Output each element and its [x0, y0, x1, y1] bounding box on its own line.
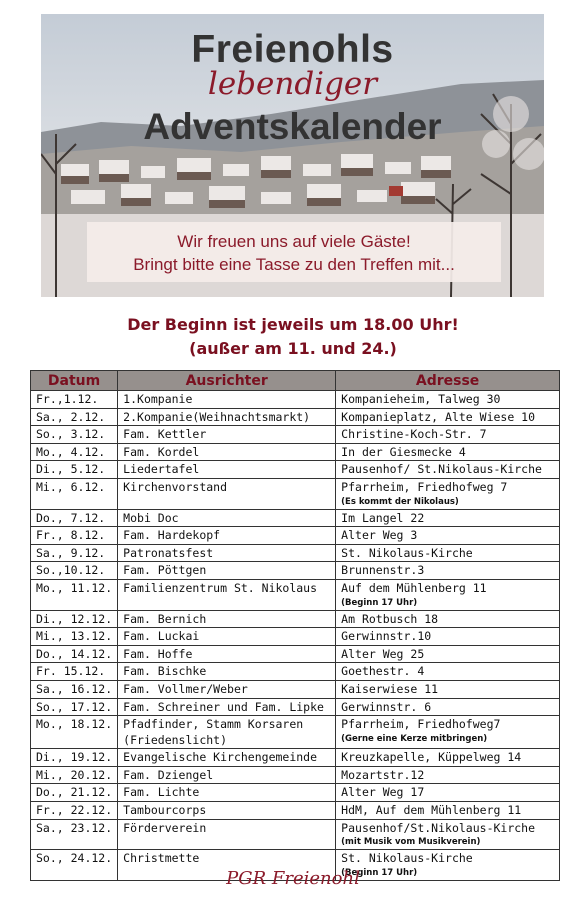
host-name: 1.Kompanie	[123, 392, 193, 406]
date-cell: Mo., 18.12.	[31, 716, 118, 749]
table-row	[31, 628, 560, 646]
table-row	[31, 408, 560, 426]
table-row	[31, 766, 560, 784]
address-cell	[336, 509, 560, 527]
address-text: Im Langel 22	[341, 510, 425, 525]
address-cell	[336, 579, 560, 610]
host-name: Fam. Pöttgen	[123, 563, 207, 578]
address-text: St. Nikolaus-Kirche	[341, 851, 473, 866]
address-cell	[336, 391, 560, 409]
address-cell	[336, 426, 560, 444]
host-name: Fam. Bischke	[123, 664, 207, 679]
table-row	[31, 784, 560, 802]
address-cell	[336, 544, 560, 562]
date-cell: Mi., 20.12.	[31, 766, 118, 784]
table-row	[31, 749, 560, 767]
message-box	[87, 222, 501, 282]
host-cell	[118, 749, 336, 767]
address-note: (Gerne eine Kerze mitbringen)	[341, 733, 488, 744]
host-name: Mobi Doc	[123, 510, 179, 525]
intro-line-1: Der Beginn ist jeweils um 18.00 Uhr!	[127, 315, 459, 334]
address-text: Christine-Koch-Str. 7	[341, 427, 487, 442]
host-name: Förderverein	[123, 820, 207, 835]
address-text: Am Rotbusch 18	[341, 611, 439, 626]
host-cell	[118, 819, 336, 850]
host-name: 2.Kompanie(Weihnachtsmarkt)	[123, 409, 311, 424]
date-cell: Do., 7.12.	[31, 509, 118, 527]
date-cell: Di., 5.12.	[31, 461, 118, 479]
host-cell	[118, 784, 336, 802]
host-name: Liedertafel	[123, 462, 200, 477]
address-cell	[336, 802, 560, 820]
address-cell	[336, 698, 560, 716]
address-text: Pausenhof/St.Nikolaus-Kirche	[341, 820, 536, 835]
host-name: Christmette	[123, 851, 200, 866]
column-header-date: Datum	[31, 371, 118, 391]
address-text: Kreuzkapelle, Küppelweg 14	[341, 750, 522, 765]
date-cell: So., 3.12.	[31, 426, 118, 444]
date-cell: So.,10.12.	[31, 562, 118, 580]
host-name: Fam. Hardekopf	[123, 528, 221, 543]
table-row	[31, 391, 560, 409]
header-banner	[41, 14, 544, 297]
table-row	[31, 819, 560, 850]
address-text: In der Giesmecke 4	[341, 444, 466, 459]
table-row	[31, 680, 560, 698]
host-cell	[118, 663, 336, 681]
host-cell	[118, 579, 336, 610]
title-line-3: Adventskalender	[143, 106, 442, 147]
host-cell	[118, 698, 336, 716]
host-name: Kirchenvorstand	[123, 479, 228, 494]
table-row	[31, 426, 560, 444]
address-text: Kaiserwiese 11	[341, 681, 439, 696]
intro-line-2: (außer am 11. und 24.)	[189, 339, 397, 358]
table-header-row	[31, 371, 560, 391]
table-row	[31, 645, 560, 663]
schedule-table	[30, 370, 560, 881]
host-cell	[118, 461, 336, 479]
table-row	[31, 527, 560, 545]
address-cell	[336, 766, 560, 784]
host-cell	[118, 426, 336, 444]
address-text: Brunnenstr.3	[341, 563, 425, 578]
address-cell	[336, 680, 560, 698]
host-cell	[118, 562, 336, 580]
host-cell	[118, 509, 336, 527]
address-note: (mit Musik vom Musikverein)	[341, 837, 481, 848]
address-text: Pausenhof/ St.Nikolaus-Kirche	[341, 462, 542, 477]
address-text: Auf dem Mühlenberg 11	[341, 580, 487, 595]
address-cell	[336, 610, 560, 628]
column-header-address: Adresse	[336, 371, 560, 391]
address-cell	[336, 663, 560, 681]
host-name: Familienzentrum St. Nikolaus	[123, 580, 318, 595]
address-text: Pfarrheim, Friedhofweg7	[341, 717, 501, 732]
date-cell: Fr., 22.12.	[31, 802, 118, 820]
address-text: Alter Weg 25	[341, 646, 425, 661]
table-row	[31, 698, 560, 716]
date-cell: Mi., 13.12.	[31, 628, 118, 646]
host-cell	[118, 628, 336, 646]
address-text: Alter Weg 3	[341, 528, 418, 543]
title-line-1: Freienohls	[191, 28, 394, 71]
date-cell: So., 17.12.	[31, 698, 118, 716]
host-cell	[118, 716, 336, 749]
date-cell: So., 24.12.	[31, 850, 118, 881]
address-note: (Beginn 17 Uhr)	[341, 597, 418, 608]
table-row	[31, 716, 560, 749]
date-cell: Fr.,1.12.	[31, 391, 118, 409]
table-row	[31, 562, 560, 580]
footer-signature: PGR Freienohl	[226, 868, 360, 889]
host-cell	[118, 443, 336, 461]
address-text: Goethestr. 4	[341, 664, 425, 679]
host-name: Evangelische Kirchengemeinde	[123, 750, 318, 765]
date-cell: Fr. 15.12.	[31, 663, 118, 681]
table-row	[31, 610, 560, 628]
table-row	[31, 478, 560, 509]
address-text: Mozartstr.12	[341, 767, 425, 782]
host-cell	[118, 391, 336, 409]
host-cell	[118, 680, 336, 698]
host-name: Fam. Lichte	[123, 785, 200, 800]
address-text: Gerwinnstr.10	[341, 629, 432, 644]
date-cell: Sa., 16.12.	[31, 680, 118, 698]
table-row	[31, 802, 560, 820]
host-name: Fam. Bernich	[123, 611, 207, 626]
address-text: Alter Weg 17	[341, 785, 425, 800]
host-cell	[118, 478, 336, 509]
address-cell	[336, 749, 560, 767]
date-cell: Mo., 11.12.	[31, 579, 118, 610]
address-cell	[336, 716, 560, 749]
address-cell	[336, 562, 560, 580]
host-name: Fam. Kordel	[123, 444, 200, 459]
address-text: Pfarrheim, Friedhofweg 7	[341, 479, 508, 494]
date-cell: Di., 12.12.	[31, 610, 118, 628]
message-line-1: Wir freuen uns auf viele Gäste!	[177, 232, 411, 251]
host-name: Fam. Kettler	[123, 427, 207, 442]
date-cell: Do., 21.12.	[31, 784, 118, 802]
address-text: Kompanieplatz, Alte Wiese 10	[341, 409, 536, 424]
address-text: HdM, Auf dem Mühlenberg 11	[341, 803, 522, 818]
host-name: Pfadfinder, Stamm Korsaren	[123, 717, 304, 732]
host-name: Fam. Vollmer/Weber	[123, 681, 248, 696]
table-row	[31, 461, 560, 479]
address-cell	[336, 784, 560, 802]
host-cell	[118, 610, 336, 628]
address-cell	[336, 478, 560, 509]
address-note: (Beginn 17 Uhr)	[341, 867, 418, 878]
host-cell	[118, 527, 336, 545]
schedule-body	[31, 391, 560, 881]
host-cell	[118, 544, 336, 562]
title-line-2: lebendiger	[207, 66, 378, 102]
table-row	[31, 544, 560, 562]
date-cell: Mi., 6.12.	[31, 478, 118, 509]
host-name: Fam. Luckai	[123, 629, 200, 644]
date-cell: Fr., 8.12.	[31, 527, 118, 545]
address-cell	[336, 645, 560, 663]
host-name: Fam. Hoffe	[123, 646, 193, 661]
date-cell: Do., 14.12.	[31, 645, 118, 663]
host-name: Fam. Dziengel	[123, 767, 214, 782]
host-cell	[118, 408, 336, 426]
host-cell	[118, 766, 336, 784]
host-name: Patronatsfest	[123, 545, 214, 560]
host-name: Fam. Schreiner und Fam. Lipke	[123, 699, 324, 714]
address-cell	[336, 443, 560, 461]
address-cell	[336, 628, 560, 646]
table-row	[31, 663, 560, 681]
message-line-2: Bringt bitte eine Tasse zu den Treffen mit...	[133, 255, 455, 274]
host-name-continued: (Friedenslicht)	[123, 732, 228, 747]
address-cell	[336, 527, 560, 545]
address-note: (Es kommt der Nikolaus)	[341, 496, 459, 507]
address-text: Gerwinnstr. 6	[341, 699, 432, 714]
host-name: Tambourcorps	[123, 803, 207, 818]
address-cell	[336, 461, 560, 479]
host-cell	[118, 645, 336, 663]
table-row	[31, 443, 560, 461]
date-cell: Mo., 4.12.	[31, 443, 118, 461]
date-cell: Sa., 9.12.	[31, 544, 118, 562]
date-cell: Di., 19.12.	[31, 749, 118, 767]
date-cell: Sa., 2.12.	[31, 408, 118, 426]
address-text: St. Nikolaus-Kirche	[341, 545, 473, 560]
column-header-host: Ausrichter	[118, 371, 336, 391]
date-cell: Sa., 23.12.	[31, 819, 118, 850]
table-row	[31, 579, 560, 610]
table-row	[31, 509, 560, 527]
address-cell	[336, 819, 560, 850]
host-cell	[118, 802, 336, 820]
address-text: Kompanieheim, Talweg 30	[341, 392, 501, 406]
address-cell	[336, 408, 560, 426]
